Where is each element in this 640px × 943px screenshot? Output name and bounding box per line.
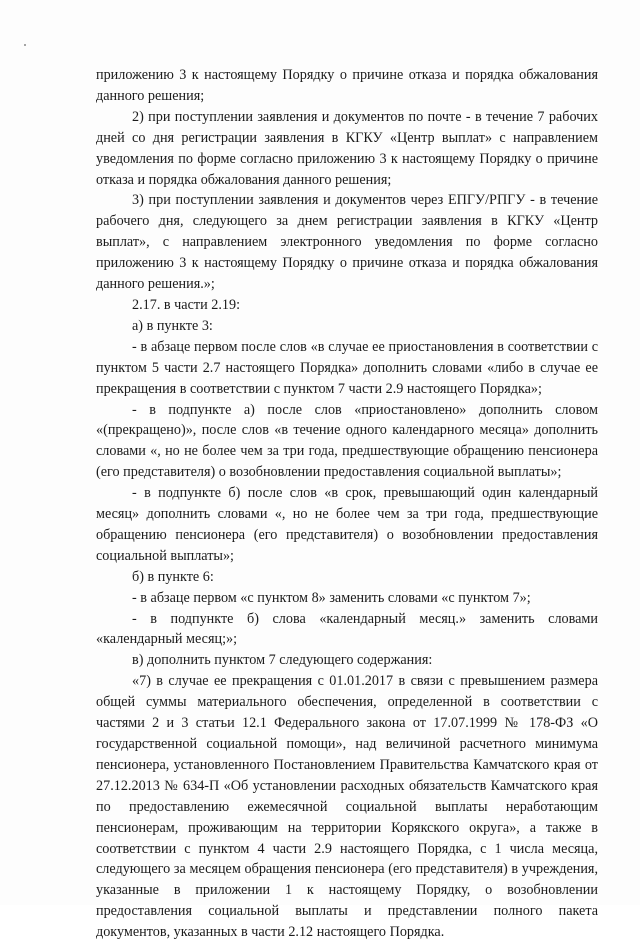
scan-speck xyxy=(24,44,26,46)
paragraph-dash-4: - в абзаце первом «с пунктом 8» заменить словами «с пунктом 7»; xyxy=(132,589,531,606)
paragraph-subitem-a: а) в пункте 3: xyxy=(132,317,213,334)
paragraph-item-3: 3) при поступлении заявления и документов через ЕПГУ/РПГУ - в течение рабочего дня, следующего за днем регистрации заявления в КГКУ «Центр выплат», с направлением электронного уведомления по форме согласно приложению 3 к настоящему Порядку о причине отказа и порядка обжалования данного решения.»; xyxy=(96,192,598,293)
paragraph-dash-3: - в подпункте б) после слов «в срок, превышающий один календарный месяц» дополнить словами «, но не более чем за три года, предшествующие обращению пенсионера (его представителя) о возобновлении предоставления социальной выплаты»; xyxy=(96,485,598,564)
paragraph-dash-5: - в подпункте б) слова «календарный месяц.» заменить словами «календарный месяц;»; xyxy=(96,610,598,648)
paragraph-dash-2: - в подпункте а) после слов «приостановлено» дополнить словом «(прекращено)», после слов «в течение одного календарного месяца» дополнить словами «, но не более чем за три года, предшествующие обращению пенсионера (его представителя) о возобновлении предоставления социальной выплаты»; xyxy=(96,401,598,481)
paragraph-continuation: приложению 3 к настоящему Порядку о причине отказа и порядка обжалования данного решения; xyxy=(96,67,598,104)
paragraph-point-7: «7) в случае ее прекращения с 01.01.2017 в связи с превышением размера общей суммы материального обеспечения, определенной в соответствии с частями 2 и 3 статьи 12.1 Федерального закона от 17.07.1999 № 178-ФЗ «О государственной социальной помощи», над величиной расчетного минимума пенсионера, установленного Постановлением Правительства Камчатского края от 27.12.2013 № 634-П «Об установлении расходных обязательств Камчатского края по предоставлению ежемесячной социальной выплаты неработающим пенсионерам, проживающим на территории Корякского округа», а также в соответствии с пунктом 4 части 2.9 настоящего Порядка, с 1 числа месяца, следующего за месяцем обращения пенсионера (его представителя) в учреждения, указанные в приложении 1 к настоящему Порядку, о возобновлении предоставления социальной выплаты и представлении полного пакета документов, указанных в части 2.12 настоящего Порядка. xyxy=(96,673,598,941)
paragraph-subitem-v: в) дополнить пунктом 7 следующего содержания: xyxy=(132,652,433,669)
paragraph-dash-1: - в абзаце первом после слов «в случае ее приостановления в соответствии с пунктом 5 части 2.7 настоящего Порядка» дополнить словами «либо в случае ее прекращения в соответствии с пунктом 7 части 2.9 настоящего Порядка»; xyxy=(96,338,598,397)
document-body xyxy=(96,65,598,943)
paragraph-subitem-b: б) в пункте 6: xyxy=(132,568,214,585)
paragraph-section-2-17: 2.17. в части 2.19: xyxy=(132,296,241,313)
paragraph-item-2: 2) при поступлении заявления и документов по почте - в течение 7 рабочих дней со дня регистрации заявления в КГКУ «Центр выплат» с направлением уведомления по форме согласно приложению 3 к настоящему Порядку о причине отказа и порядка обжалования данного решения; xyxy=(96,108,598,188)
